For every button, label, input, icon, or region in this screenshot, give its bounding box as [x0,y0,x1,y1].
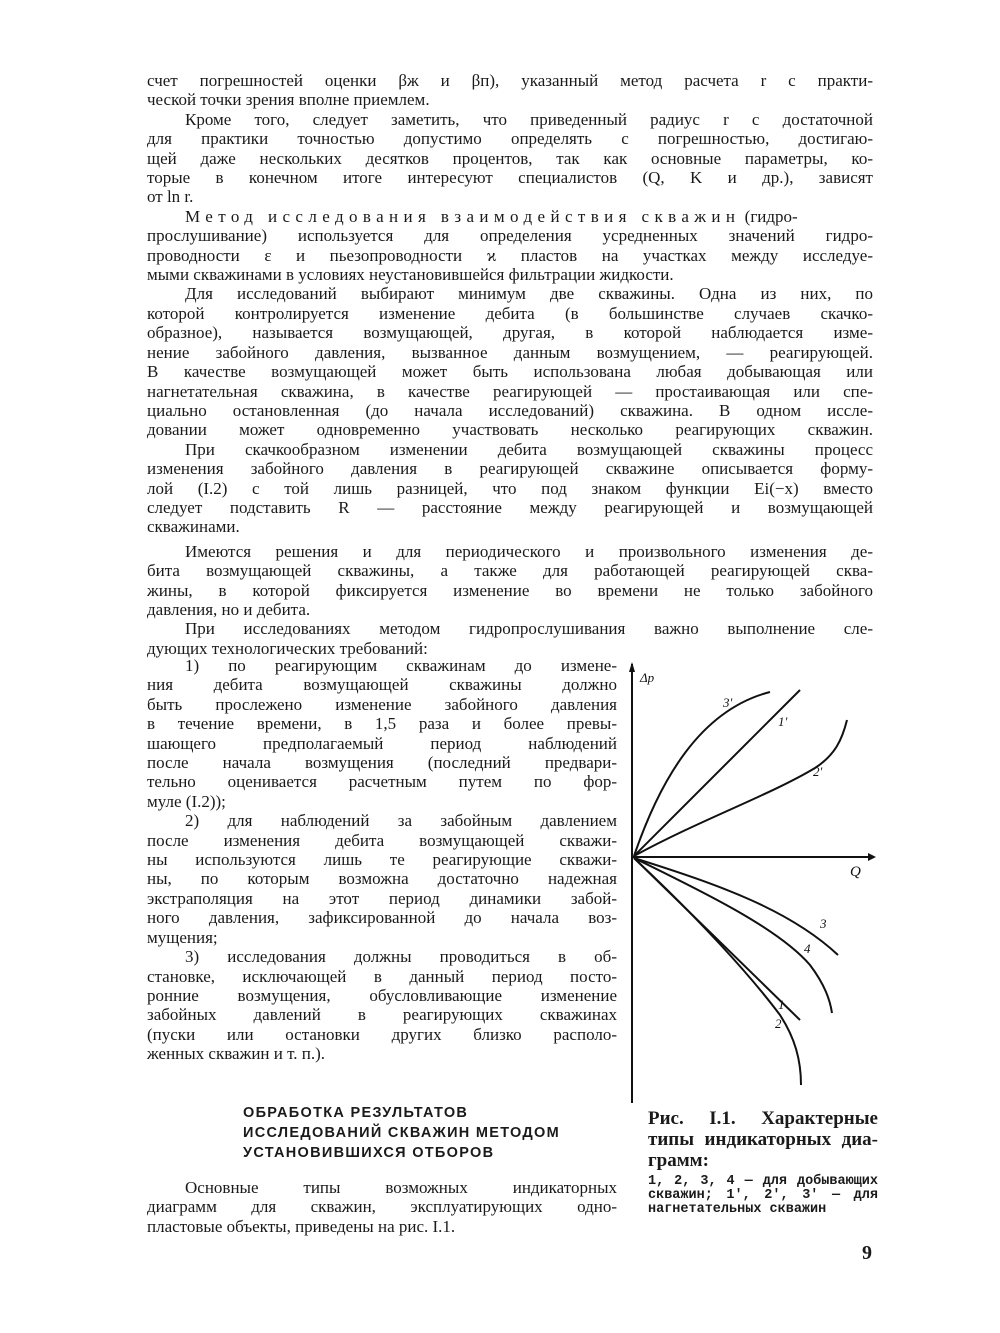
text-line: лой (I.2) с той лишь разницей, что под знаком функции Ei(−x) вместо [147,478,873,498]
curve-4 [634,858,832,1013]
text-line: изменения забойного давления в реагирующей скважине описывается форму- [147,459,873,479]
text-line: ческой точки зрения вполне приемлем. [147,90,430,110]
text-line: При скачкообразном изменении дебита возмущающей скважины процесс [185,439,873,459]
spaced-term: Метод исследования взаимодействия скважин [185,206,741,226]
text-line: тельно оценивается расчетным путем по фор- [147,772,617,792]
text-line: Основные типы возможных индикаторных [185,1178,617,1197]
curve-label-1: 1 [778,997,785,1012]
text-line: счет погрешностей оценки βж и βп), указанный метод расчета r с практи- [147,71,873,90]
text-line: экстраполяция на этот период динамики забой- [147,888,617,908]
text-line: довании может одновременно участвовать несколько реагирующих скважин. [147,420,873,440]
y-axis-label: Δp [640,670,655,685]
curve-1-prime [634,690,800,856]
text-line: дующих технологических требований: [147,638,428,658]
heading-line: ИССЛЕДОВАНИЙ СКВАЖИН МЕТОДОМ [243,1125,561,1141]
curve-3-prime [634,692,770,856]
main-text [147,71,873,658]
text-line: Для исследований выбирают минимум две скважины. Одна из них, по [185,284,873,304]
caption-text: 1, 2, 3, 4 — для добывающих скважин; 1′, 2′, 3′ — для нагнетательных скважин [648,1174,878,1217]
paragraph [147,811,617,947]
curve-label-2: 2 [775,1016,782,1031]
text-line: Кроме того, следует заметить, что приведенный радиус r с достаточной [185,109,873,129]
text-line: 1) по реагирующим скважинам до измене- [185,656,617,675]
curve-label-3-prime: 3′ [723,695,733,710]
text-line: (пуски или остановки других близко располо- [147,1024,617,1044]
text-line: быть прослежено изменение забойного давления [147,694,617,714]
text-line: давления, но и дебита. [147,599,311,619]
text-line: женных скважин и т. п.). [147,1044,326,1064]
text-line: 3) исследования должны проводиться в об- [185,947,617,967]
page-number: 9 [862,1242,872,1264]
paragraph [147,71,873,110]
text-line: шающего предполагаемый период наблюдений [147,733,617,753]
text-line: следует подставить R — расстояние между реагирующей и возмущающей [147,497,873,517]
text-line: муле (I.2)); [147,791,226,811]
paragraph [147,947,617,1063]
y-axis-arrow [629,662,635,672]
text-line: В качестве возмущающей может быть использована любая добывающая или [147,362,873,382]
heading-line: ОБРАБОТКА РЕЗУЛЬТАТОВ [243,1105,469,1121]
heading-line: УСТАНОВИВШИХСЯ ОТБОРОВ [243,1145,495,1161]
curve-2 [634,858,801,1085]
section-text [147,1178,617,1236]
indicator-diagram-figure [620,660,880,1110]
paragraph [147,619,873,658]
requirements-list [147,656,617,1064]
paragraph [147,284,873,439]
curve-label-4: 4 [804,941,811,956]
text-line: после начала возмущения (последний предвари- [147,753,617,773]
text-line: Имеются решения и для периодического и произвольного изменения де- [185,541,873,561]
text-line: нагнетательная скважина, в качестве реагирующей — простаивающая или спе- [147,381,873,401]
text-line: диаграмм для скважин, эксплуатирующих одно- [147,1197,617,1217]
text-line: бита возмущающей скважины, а также для работающей реагирующей сква- [147,561,873,581]
curve-2-prime [634,720,847,856]
text-line: образное), называется возмущающей, другая, в которой наблюдается изме- [147,323,873,343]
text-line: щей даже нескольких десятков процентов, так как основные параметры, ко- [147,148,873,168]
curve-label-3: 3 [820,916,827,931]
text-line: после изменения дебита возмущающей скважи- [147,830,617,850]
text-line: проводности ε и пьезопроводности ϰ пластов на участках между исследуе- [147,245,873,265]
text-line: мущения; [147,927,218,947]
paragraph [147,110,873,207]
text-line: в течение времени, в 1,5 раза и более превы- [147,714,617,734]
text-line: ного давления, зафиксированной до начала воз- [147,908,617,928]
x-axis-arrow [868,853,876,861]
text-line: нение забойного давления, вызванное данным возмущением, — реагирующей. [147,342,873,362]
text-line [147,207,873,226]
text-line: мыми скважинами в условиях неустановившейся фильтрации жидкости. [147,265,674,285]
paragraph [147,440,873,537]
text-line: ния дебита возмущающей скважины должно [147,675,617,695]
paragraph [147,207,873,285]
curve-label-2-prime: 2′ [813,764,823,779]
text-line: циально остановленная (до начала исследований) скважина. В одном иссле- [147,400,873,420]
paragraph [147,656,617,811]
x-axis-label: Q [850,864,861,880]
text-line: ны, по которым возможна достаточно надежная [147,869,617,889]
text-line: скважинами. [147,517,240,537]
paragraph [147,542,873,620]
line-rest: (гидро- [740,206,798,226]
text-line: для практики точностью допустимо определять с погрешностью, достигаю- [147,129,873,149]
paragraph [147,1178,617,1236]
section-heading [243,1103,560,1163]
text-line: ны используются лишь те реагирующие скважи- [147,850,617,870]
text-line: жины, в которой фиксируется изменение во времени не только забойного [147,580,873,600]
text-line: забойных давлений в реагирующих скважинах [147,1005,617,1025]
text-line: При исследованиях методом гидропрослушивания важно выполнение сле- [185,619,873,639]
text-line: 2) для наблюдений за забойным давлением [185,811,617,831]
caption-title: Рис. I.1. Характерные типы индикаторных диа-грамм: [648,1108,878,1171]
figure-caption [648,1108,878,1217]
text-line: пластовые объекты, приведены на рис. I.1. [147,1216,456,1236]
text-line: прослушивание) используется для определения усредненных значений гидро- [147,226,873,246]
text-line: которой контролируется изменение дебита (в большинстве случаев скачко- [147,303,873,323]
text-line: ронние возмущения, обусловливающие изменение [147,985,617,1005]
text-line: от ln r. [147,187,194,207]
text-line: становке, исключающей в данный период посто- [147,966,617,986]
curve-label-1-prime: 1′ [778,714,788,729]
text-line: торые в конечном итоге интересуют специалистов (Q, K и др.), зависят [147,168,873,188]
